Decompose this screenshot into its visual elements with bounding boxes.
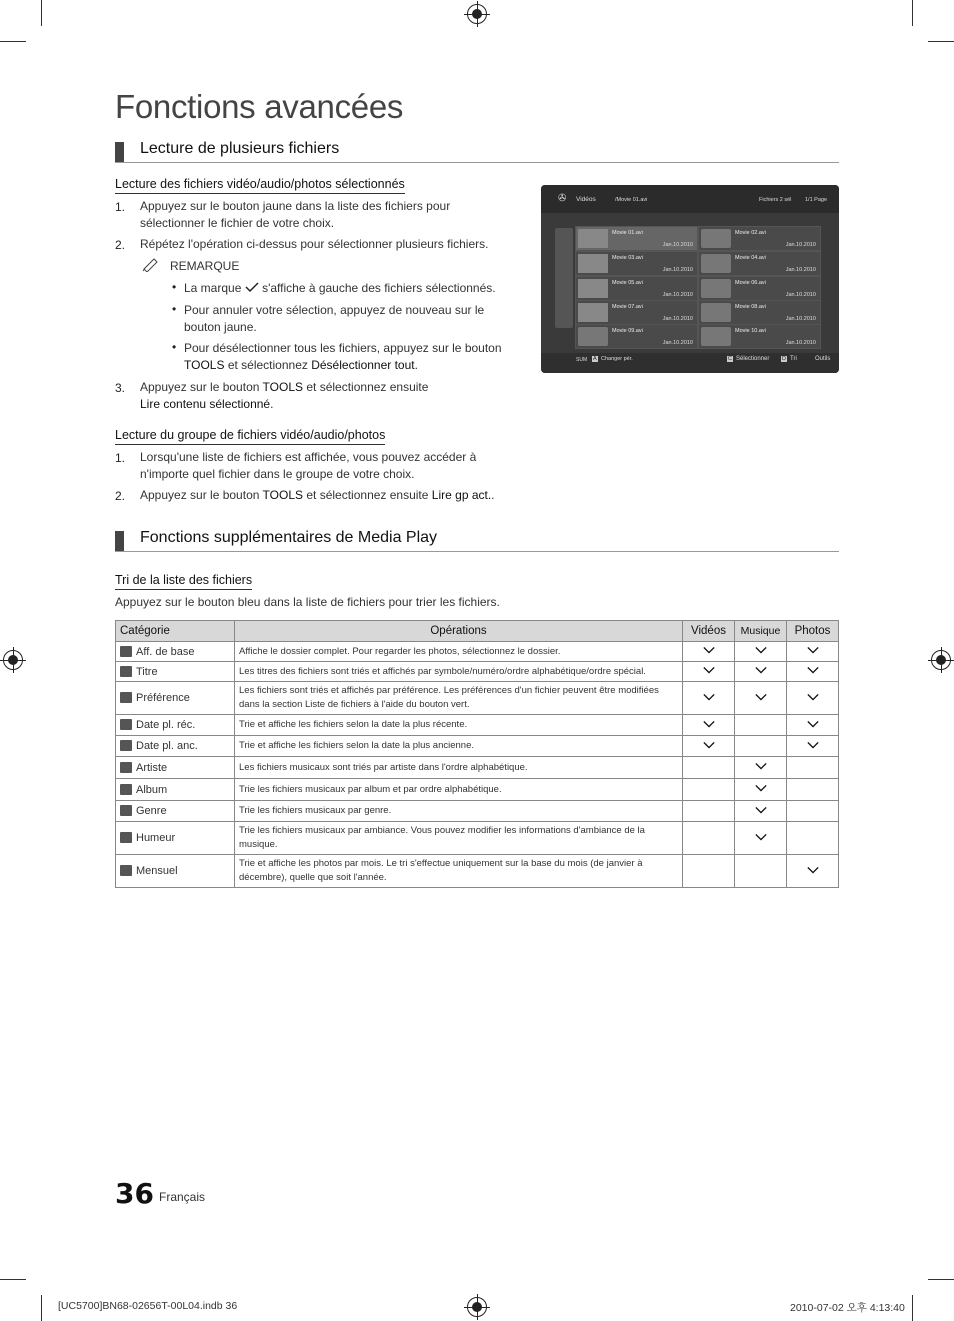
category-cell: Artiste [116, 757, 235, 779]
checkmark-icon [245, 282, 259, 293]
crop-mark [928, 41, 954, 42]
step-text: Appuyez sur le bouton jaune dans la liste des fichiers pour sélectionner le fichier de votre choix. [140, 199, 451, 230]
check-cell [683, 642, 735, 662]
table-row [116, 736, 839, 757]
category-cell: Genre [116, 801, 235, 822]
operation-cell: Trie et affiche les fichiers selon la date la plus récente. [235, 715, 683, 736]
operation-cell: Trie les fichiers musicaux par genre. [235, 801, 683, 822]
check-cell [735, 736, 787, 757]
tv-file-tile: Movie 10.avi Jan.10.2010 [698, 324, 821, 349]
check-icon [755, 691, 767, 703]
check-icon [807, 864, 819, 876]
footer-file: [UC5700]BN68-02656T-00L04.indb 36 [58, 1300, 238, 1312]
check-cell [683, 855, 735, 888]
check-cell [735, 682, 787, 715]
check-cell [787, 642, 839, 662]
step-number: 3. [115, 381, 126, 395]
check-icon [807, 664, 819, 676]
check-cell [787, 682, 839, 715]
tv-file-tile: Movie 05.avi Jan.10.2010 [575, 276, 698, 301]
note-label: REMARQUE [170, 259, 240, 273]
subsection-title: Lecture des fichiers vidéo/audio/photos sélectionnés [115, 177, 405, 194]
category-icon [120, 784, 132, 795]
check-icon [703, 664, 715, 676]
check-icon [755, 804, 767, 816]
check-cell [787, 779, 839, 801]
subsection-title: Lecture du groupe de fichiers vidéo/audio/photos [115, 428, 385, 445]
tv-file-tile: Movie 07.avi Jan.10.2010 [575, 300, 698, 325]
check-icon [755, 644, 767, 656]
note-item: Pour désélectionner tous les fichiers, appuyez sur le bouton TOOLS et sélectionnez Désélectionner tout. [184, 341, 502, 372]
step-text: Répétez l'opération ci-dessus pour sélectionner plusieurs fichiers. [140, 237, 489, 251]
pencil-note-icon [142, 256, 160, 272]
check-icon [807, 691, 819, 703]
subsection-title: Tri de la liste des fichiers [115, 573, 252, 590]
table-row [116, 757, 839, 779]
tv-file-tile: Movie 01.avi Jan.10.2010 [575, 226, 698, 251]
category-cell: Titre [116, 662, 235, 682]
tv-file-tile: Movie 09.avi Jan.10.2010 [575, 324, 698, 349]
note-item: Pour annuler votre sélection, appuyez de nouveau sur le bouton jaune. [184, 303, 485, 334]
language-label: Français [159, 1190, 206, 1204]
tv-file-tile: Movie 06.avi Jan.10.2010 [698, 276, 821, 301]
category-icon [120, 762, 132, 773]
sort-table [115, 620, 839, 888]
col-header: Musique [735, 621, 787, 642]
crop-mark [0, 41, 26, 42]
tv-path: /Movie 01.avi [615, 197, 648, 203]
category-icon [120, 666, 132, 677]
table-row [116, 642, 839, 662]
category-icon [120, 719, 132, 730]
crop-mark [912, 0, 913, 26]
check-cell [787, 801, 839, 822]
check-cell [683, 736, 735, 757]
bullet: • [172, 340, 177, 354]
tv-selected-count: Fichiers 2 sél [759, 197, 792, 203]
table-row [116, 715, 839, 736]
operation-cell: Trie les fichiers musicaux par album et par ordre alphabétique. [235, 779, 683, 801]
tv-file-tile: Movie 08.avi Jan.10.2010 [698, 300, 821, 325]
category-cell: Mensuel [116, 855, 235, 888]
tv-button-d: D [782, 356, 786, 362]
check-cell [683, 682, 735, 715]
registration-mark-icon [467, 4, 487, 24]
check-cell [683, 757, 735, 779]
operation-cell: Trie et affiche les fichiers selon la date la plus ancienne. [235, 736, 683, 757]
check-cell [787, 736, 839, 757]
table-row [116, 662, 839, 682]
bullet: • [172, 302, 177, 316]
step-text: Appuyez sur le bouton TOOLS et sélectionnez ensuite Lire gp act.. [140, 488, 495, 502]
check-cell [735, 801, 787, 822]
check-icon [807, 644, 819, 656]
check-icon [703, 691, 715, 703]
registration-mark-icon [931, 650, 951, 670]
check-icon [703, 718, 715, 730]
section-heading [115, 529, 839, 552]
category-icon [120, 805, 132, 816]
registration-mark-icon [3, 650, 23, 670]
crop-mark [41, 0, 42, 26]
check-cell [683, 779, 735, 801]
check-icon [703, 739, 715, 751]
operation-cell: Trie les fichiers musicaux par ambiance. Vous pouvez modifier les informations d'ambiance de la musique. [235, 822, 683, 855]
category-icon [120, 646, 132, 657]
crop-mark [41, 1295, 42, 1321]
tv-file-tile: Movie 04.avi Jan.10.2010 [698, 251, 821, 276]
check-icon [807, 718, 819, 730]
page-title: Fonctions avancées [115, 88, 404, 125]
table-row [116, 855, 839, 888]
step-text: Lorsqu'une liste de fichiers est affichée, vous pouvez accéder à n'importe quel fichier dans le groupe de votre choix. [140, 450, 477, 481]
col-header: Catégorie [116, 621, 235, 642]
table-row [116, 682, 839, 715]
check-cell [735, 757, 787, 779]
section-heading-text: Lecture de plusieurs fichiers [140, 140, 340, 157]
table-row [116, 822, 839, 855]
tv-change-label: Changer pér. [601, 356, 633, 362]
category-cell: Humeur [116, 822, 235, 855]
crop-mark [0, 1279, 26, 1280]
tv-tools-label: Outils [815, 356, 831, 362]
tv-sort-label: Tri [790, 356, 797, 362]
col-header: Opérations [235, 621, 683, 642]
section-heading [115, 140, 839, 163]
check-icon [755, 760, 767, 772]
intro-text: Appuyez sur le bouton bleu dans la liste de fichiers pour trier les fichiers. [115, 595, 500, 609]
check-cell [735, 662, 787, 682]
table-row [116, 779, 839, 801]
check-cell [735, 822, 787, 855]
tv-page: 1/1 Page [805, 197, 828, 203]
check-cell [735, 779, 787, 801]
crop-mark [912, 1295, 913, 1321]
operation-cell: Les fichiers musicaux sont triés par artiste dans l'ordre alphabétique. [235, 757, 683, 779]
step-number: 1. [115, 200, 126, 214]
crop-mark [928, 1279, 954, 1280]
check-cell [683, 801, 735, 822]
note-item: La marque s'affiche à gauche des fichiers sélectionnés. [184, 281, 496, 295]
section-heading-text: Fonctions supplémentaires de Media Play [140, 529, 438, 546]
operation-cell: Trie et affiche les photos par mois. Le tri s'effectue uniquement sur la base du mois (de janvier à décembre), quelle que soit l'année. [235, 855, 683, 888]
category-cell: Préférence [116, 682, 235, 715]
category-icon [120, 692, 132, 703]
category-cell: Date pl. réc. [116, 715, 235, 736]
check-cell [735, 715, 787, 736]
check-cell [683, 822, 735, 855]
tv-button-c: C [728, 356, 732, 362]
tv-select-label: Sélectionner [736, 356, 770, 362]
check-cell [735, 642, 787, 662]
check-icon [755, 664, 767, 676]
category-icon [120, 832, 132, 843]
col-header: Vidéos [683, 621, 735, 642]
category-cell: Aff. de base [116, 642, 235, 662]
check-cell [787, 757, 839, 779]
category-cell: Album [116, 779, 235, 801]
tv-category-sidebar [555, 228, 573, 328]
check-cell [787, 662, 839, 682]
operation-cell: Les fichiers sont triés et affichés par préférence. Les préférences d'un fichier peuvent être modifiées dans la section Liste de fichiers à l'aide du bouton vert. [235, 682, 683, 715]
check-cell [787, 715, 839, 736]
bullet: • [172, 280, 177, 294]
step-number: 2. [115, 238, 126, 252]
operation-cell: Affiche le dossier complet. Pour regarder les photos, sélectionnez le dossier. [235, 642, 683, 662]
category-icon [120, 740, 132, 751]
tv-button-a: A [593, 356, 597, 362]
tv-sum: SUM [576, 357, 588, 363]
check-cell [735, 855, 787, 888]
col-header: Photos [787, 621, 839, 642]
check-cell [787, 822, 839, 855]
step-text: Appuyez sur le bouton TOOLS et sélectionnez ensuite Lire contenu sélectionné. [140, 380, 429, 411]
check-cell [787, 855, 839, 888]
film-icon: ✇ [558, 193, 567, 204]
table-row [116, 801, 839, 822]
tv-file-tile: Movie 03.avi Jan.10.2010 [575, 251, 698, 276]
operation-cell: Les titres des fichiers sont triés et affichés par symbole/numéro/ordre alphabétique/ordre spécial. [235, 662, 683, 682]
check-icon [703, 644, 715, 656]
registration-mark-icon [467, 1297, 487, 1317]
check-icon [807, 739, 819, 751]
step-number: 1. [115, 451, 126, 465]
footer-date: 2010-07-02 오후 4:13:40 [790, 1302, 905, 1314]
check-icon [755, 782, 767, 794]
tv-title: Vidéos [576, 196, 596, 203]
category-icon [120, 865, 132, 876]
check-cell [683, 715, 735, 736]
check-icon [755, 831, 767, 843]
tv-file-tile: Movie 02.avi Jan.10.2010 [698, 226, 821, 251]
tv-screenshot [541, 185, 839, 373]
page-number: 36 [115, 1177, 154, 1210]
step-number: 2. [115, 489, 126, 503]
check-cell [683, 662, 735, 682]
category-cell: Date pl. anc. [116, 736, 235, 757]
